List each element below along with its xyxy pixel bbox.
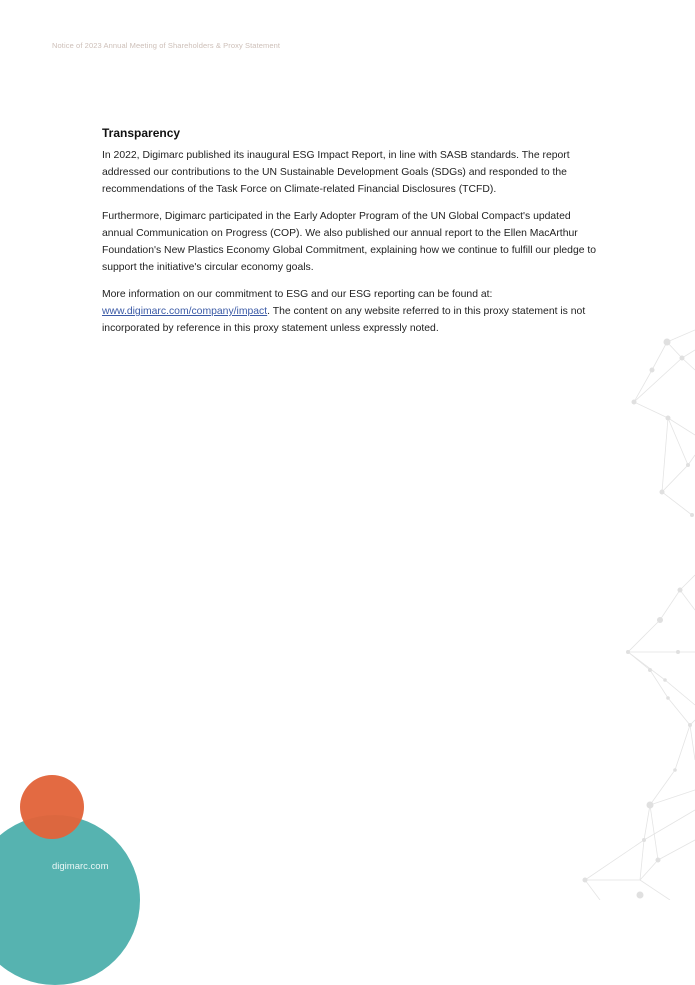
more-info-text: More information on our commitment to ESG and our ESG reporting can be found at: bbox=[102, 289, 493, 300]
impact-link[interactable]: www.digimarc.com/company/impact bbox=[102, 306, 268, 317]
transparency-section bbox=[102, 126, 602, 347]
paragraph-global-compact: Furthermore, Digimarc participated in the Early Adopter Program of the UN Global Compact's updated annual Communication on Progress (COP). We also published our annual report to the Ellen MacArthur Foundation's New Plastics Economy Global Commitment, explaining how we continue to fulfill our pledge to support the initiative's circular economy goals. bbox=[102, 211, 597, 273]
orange-circle-decoration bbox=[20, 775, 84, 839]
disclaimer-text: . The content on any website referred to in this proxy statement is not incorporated by reference in this proxy statement unless expressly noted. bbox=[102, 306, 586, 334]
paragraph-more-info bbox=[102, 286, 602, 337]
teal-circle-decoration bbox=[0, 815, 140, 985]
section-title: Transparency bbox=[102, 126, 181, 140]
footer-website: digimarc.com bbox=[52, 861, 109, 872]
running-header: Notice of 2023 Annual Meeting of Shareholders & Proxy Statement bbox=[52, 41, 281, 50]
paragraph-esg-report: In 2022, Digimarc published its inaugural ESG Impact Report, in line with SASB standards. The report addressed our contributions to the UN Sustainable Development Goals (SDGs) and responded to the recommendations of the Task Force on Climate-related Financial Disclosures (TCFD). bbox=[102, 150, 570, 195]
network-decoration-icon bbox=[580, 320, 695, 900]
